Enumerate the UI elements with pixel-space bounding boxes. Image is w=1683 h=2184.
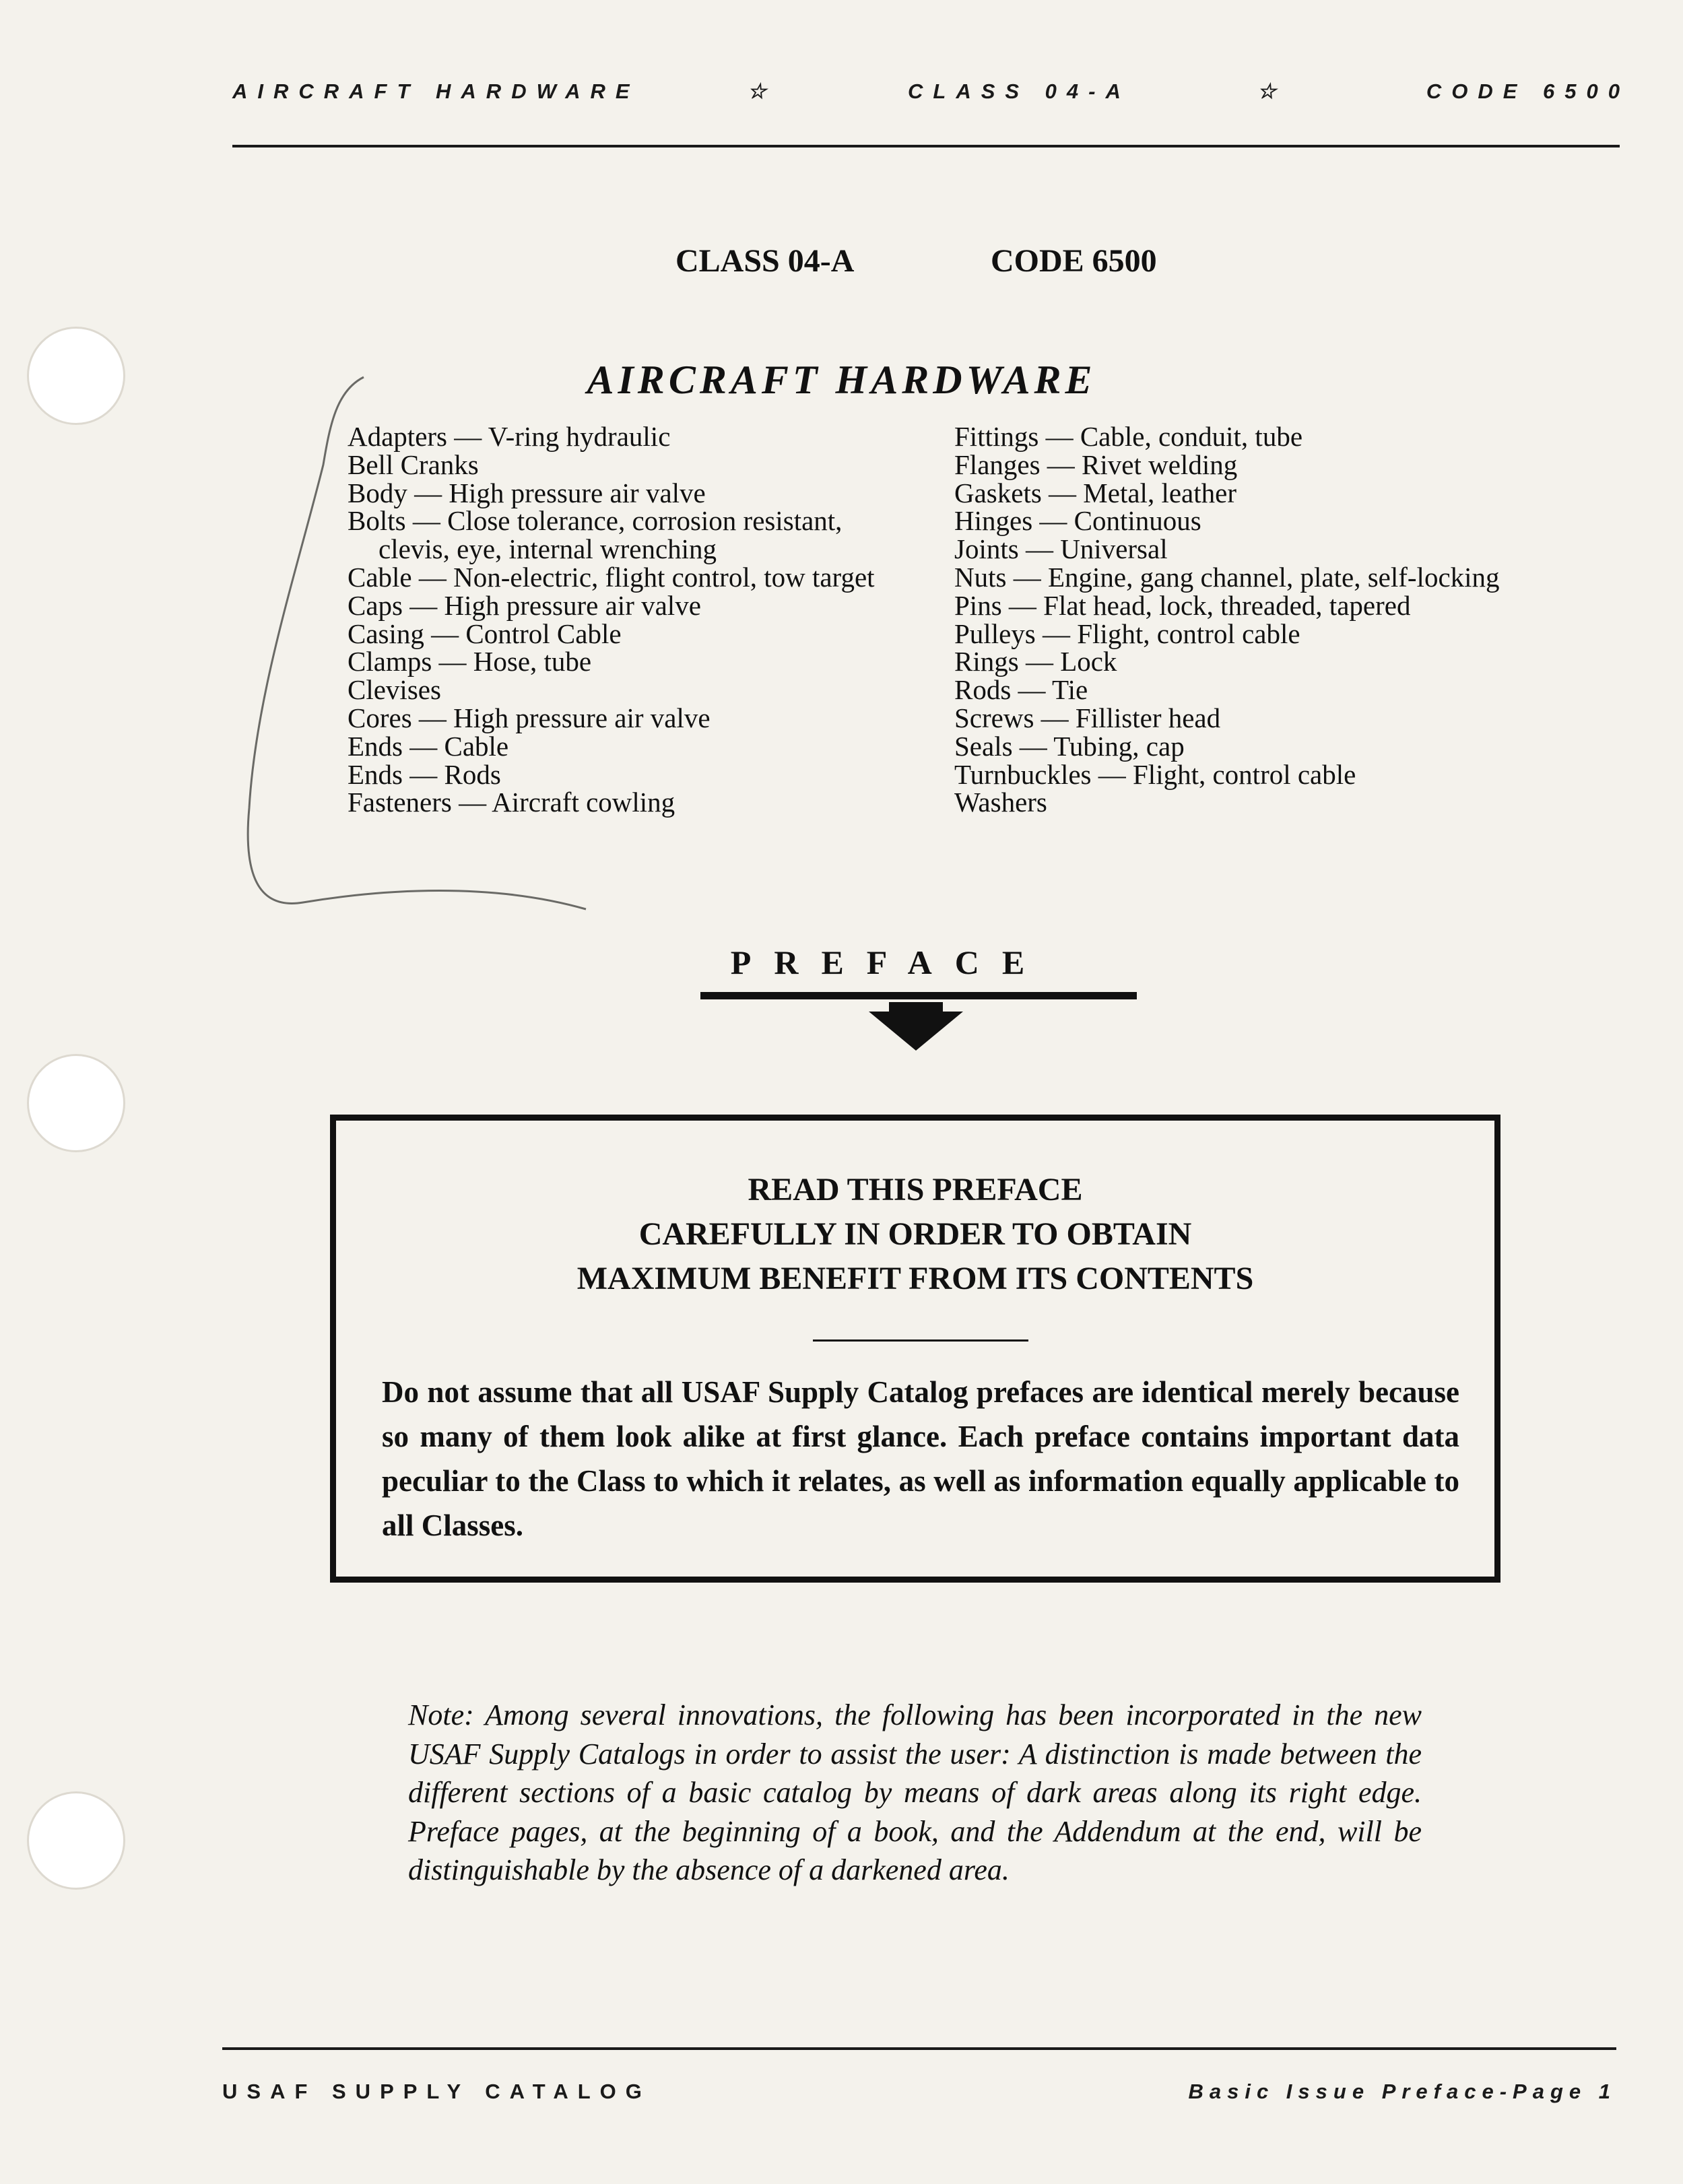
- running-head-right: CODE 6500: [1426, 79, 1630, 103]
- notice-body: Do not assume that all USAF Supply Catalog prefaces are identical merely because so many of them look alike at first glance. Each preface contains important data peculiar to the Class to which it relates, as well as information equally applicable to all Classes.: [382, 1375, 1459, 1542]
- code-label: CODE 6500: [991, 243, 1157, 279]
- list-item: Nuts — Engine, gang channel, plate, self-locking: [954, 561, 1500, 593]
- item-list-left: [348, 423, 900, 817]
- running-head: [232, 79, 1630, 113]
- footer: [222, 2080, 1616, 2113]
- list-item: Bolts — Close tolerance, corrosion resistant, clevis, eye, internal wrenching: [348, 505, 843, 565]
- list-item: Rods — Tie: [954, 674, 1088, 706]
- list-item: Adapters — V-ring hydraulic: [348, 421, 671, 452]
- class-label: CLASS 04-A: [675, 243, 855, 279]
- star-icon: ☆: [748, 79, 766, 103]
- list-item: Ends — Rods: [348, 758, 501, 790]
- list-item: Flanges — Rivet welding: [954, 449, 1238, 480]
- notice-heading-line: CAREFULLY IN ORDER TO OBTAIN: [638, 1216, 1192, 1252]
- list-item: Joints — Universal: [954, 533, 1168, 565]
- item-list-right: [954, 423, 1507, 817]
- list-item: Clevises: [348, 674, 441, 706]
- list-item: Body — High pressure air valve: [348, 477, 706, 508]
- list-item: Gaskets — Metal, leather: [954, 477, 1236, 508]
- list-item: Clamps — Hose, tube: [348, 646, 592, 677]
- footer-rule: [222, 2047, 1616, 2050]
- list-item: Caps — High pressure air valve: [348, 589, 701, 621]
- notice-divider: [813, 1339, 1028, 1342]
- list-item: Cores — High pressure air valve: [348, 702, 711, 733]
- list-item: Rings — Lock: [954, 646, 1117, 677]
- star-icon: ☆: [1257, 79, 1276, 103]
- binder-hole-bottom: [27, 1791, 125, 1890]
- list-item: Washers: [954, 787, 1047, 818]
- list-item: Fittings — Cable, conduit, tube: [954, 421, 1303, 452]
- notice-box: [330, 1115, 1500, 1583]
- list-item: Casing — Control Cable: [348, 618, 622, 649]
- list-item: Fasteners — Aircraft cowling: [348, 787, 675, 818]
- list-item: Turnbuckles — Flight, control cable: [954, 758, 1356, 790]
- list-item: Ends — Cable: [348, 730, 509, 762]
- running-head-left: AIRCRAFT HARDWARE: [232, 79, 640, 103]
- preface-label: PREFACE: [730, 944, 1048, 981]
- arrow-down-icon: [869, 1002, 963, 1051]
- header-rule: [232, 145, 1620, 147]
- list-item: Cable — Non-electric, flight control, tow target: [348, 561, 875, 593]
- running-head-center: CLASS 04-A: [908, 79, 1131, 103]
- class-code-heading: [0, 242, 1683, 290]
- list-item: Pulleys — Flight, control cable: [954, 618, 1300, 649]
- binder-hole-middle: [27, 1054, 125, 1152]
- list-item: Hinges — Continuous: [954, 505, 1201, 537]
- page-title: AIRCRAFT HARDWARE: [587, 358, 1096, 402]
- footer-left: USAF SUPPLY CATALOG: [222, 2080, 651, 2103]
- list-item: Pins — Flat head, lock, threaded, tapered: [954, 589, 1411, 621]
- notice-heading-line: READ THIS PREFACE: [748, 1172, 1083, 1207]
- notice-heading: [336, 1168, 1494, 1301]
- list-item: Bell Cranks: [348, 449, 479, 480]
- list-item: Screws — Fillister head: [954, 702, 1221, 733]
- note-paragraph: Note: Among several innovations, the following has been incorporated in the new USAF Supply Catalogs in order to assist the user: A distinction is made between the different sections of a basic catalog by means of dark areas along its right edge. Preface pages, at the beginning of a book, and the Addendum at the end, will be distinguishable by the absence of a darkened area.: [408, 1698, 1422, 1886]
- list-item: Seals — Tubing, cap: [954, 730, 1185, 762]
- preface-bar: [700, 992, 1137, 999]
- notice-heading-line: MAXIMUM BENEFIT FROM ITS CONTENTS: [576, 1261, 1254, 1296]
- footer-right: Basic Issue Preface-Page 1: [1188, 2080, 1616, 2103]
